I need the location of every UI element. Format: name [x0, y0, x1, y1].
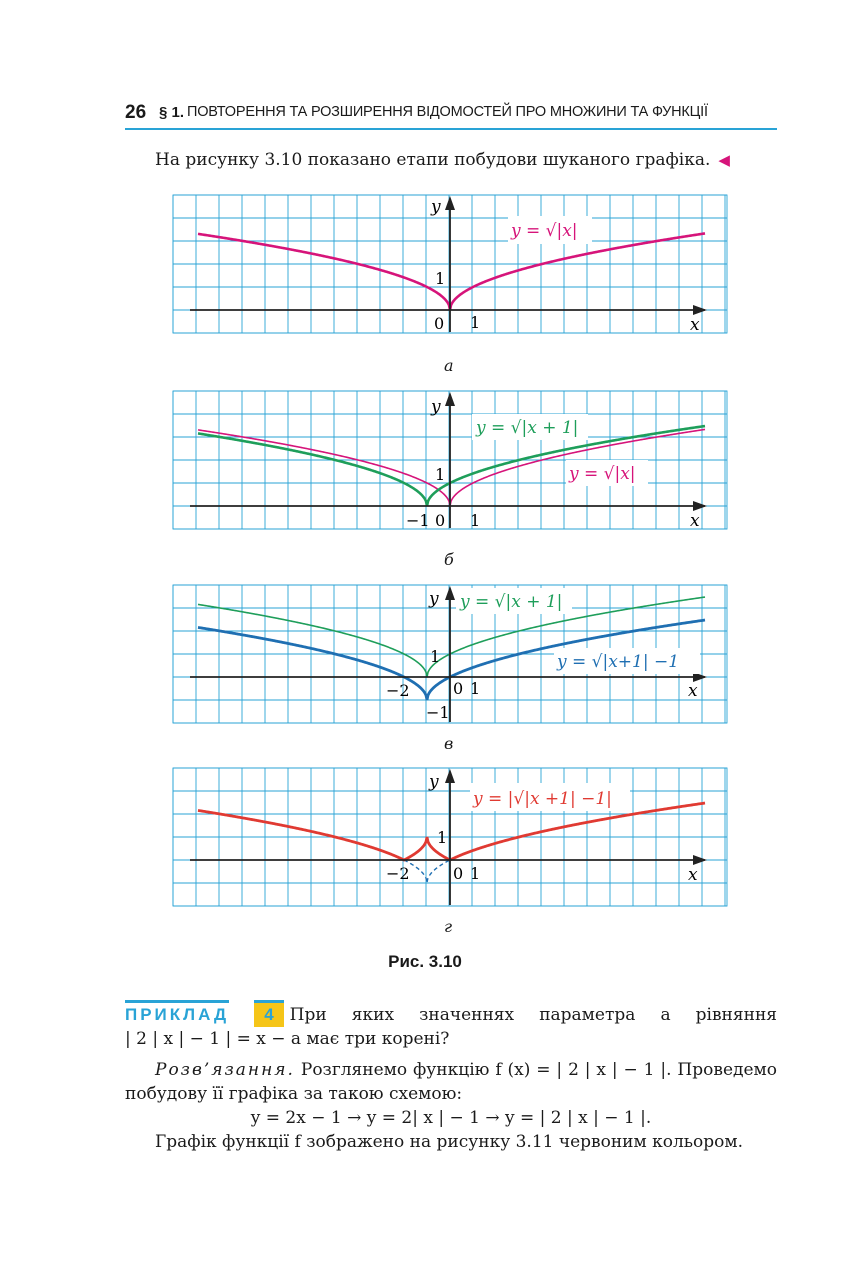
x-axis-arrow-icon: [693, 501, 707, 511]
x-axis-arrow-icon: [693, 305, 707, 315]
y-axis-label: y: [429, 772, 439, 792]
tick-label-x1: 1: [470, 313, 481, 332]
tick-label-x1: 1: [470, 864, 481, 883]
tick-label-x-minus1: −1: [406, 511, 430, 530]
solution-lead: Розв’язання.: [155, 1060, 295, 1080]
y-axis-label: y: [429, 589, 439, 609]
page-header: [125, 100, 777, 130]
tick-label-origin: 0: [453, 864, 464, 883]
tick-label-x-minus2: −2: [386, 864, 410, 883]
x-axis-label: x: [690, 315, 700, 335]
y-axis-label: y: [431, 197, 441, 217]
y-axis-arrow-icon: [445, 586, 455, 600]
section-number: § 1.: [159, 104, 185, 121]
formula-label: y = √|x|: [511, 221, 578, 241]
end-of-solution-icon: ◀: [718, 151, 730, 169]
solution-paragraph-1: [125, 1058, 777, 1082]
solution-text-3: Графік функції f зображено на рисунку 3.11 червоним кольором.: [155, 1132, 744, 1152]
example-heading: [125, 1000, 777, 1027]
example-line-2: | 2 | x | − 1 | = x − a має три корені?: [125, 1029, 450, 1049]
figure-caption: Рис. 3.10: [388, 952, 462, 971]
solution-text-1: Розглянемо функцію f (x) = | 2 | x | − 1 |. Проведемо: [300, 1060, 777, 1080]
formula-label-green: y = √|x + 1|: [460, 592, 563, 612]
tick-label-origin: 0: [435, 511, 446, 530]
tick-label-x1: 1: [470, 679, 481, 698]
curve-sqrt-abs-x: [198, 233, 705, 310]
sublabel-c: в: [444, 734, 454, 753]
page-number: 26: [125, 102, 147, 123]
tick-label-y1: 1: [437, 828, 448, 847]
graph-c: [170, 584, 730, 726]
formula-label-blue: y = √|x+1| −1: [557, 652, 680, 672]
tick-label-origin: 0: [453, 679, 464, 698]
curve-abs-sqrt-abs-x-plus-1-minus-1: [198, 803, 705, 860]
sublabel-b: б: [444, 550, 454, 569]
y-axis-label: y: [431, 397, 441, 417]
x-axis-label: x: [688, 865, 698, 885]
tick-label-x-minus2: −2: [386, 681, 410, 700]
formula-label-magenta: y = √|x|: [569, 464, 636, 484]
formula-label-green: y = √|x + 1|: [476, 418, 579, 438]
example-line-1: При яких значеннях параметра a рівняння: [289, 1005, 777, 1025]
dashed-curve-below-axis: [404, 860, 450, 883]
x-axis-arrow-icon: [693, 855, 707, 865]
solution-text-2: побудову її графіка за такою схемою:: [125, 1084, 463, 1104]
graph-a: [170, 194, 730, 336]
chapter-title: ПОВТОРЕННЯ ТА РОЗШИРЕННЯ ВІДОМОСТЕЙ ПРО МНОЖИНИ ТА ФУНКЦІЇ: [187, 104, 708, 120]
graph-d: [170, 767, 730, 909]
intro-text: На рисунку 3.10 показано етапи побудови шуканого графіка.: [155, 150, 711, 170]
y-axis-arrow-icon: [445, 196, 455, 210]
example-number: 4: [254, 1000, 283, 1027]
intro-paragraph: [155, 150, 730, 170]
x-axis-label: x: [688, 681, 698, 701]
example-label: ПРИКЛАД: [125, 1000, 229, 1027]
x-axis-label: x: [690, 511, 700, 531]
tick-label-y-minus1: −1: [426, 703, 450, 722]
sublabel-a: а: [444, 356, 454, 375]
sublabel-d: г: [444, 917, 453, 936]
tick-label-y1: 1: [435, 465, 446, 484]
tick-label-x1: 1: [470, 511, 481, 530]
y-axis-arrow-icon: [445, 769, 455, 783]
tick-label-y1: 1: [430, 647, 441, 666]
solution-scheme: y = 2x − 1 → y = 2| x | − 1 → y = | 2 | x | − 1 |.: [250, 1108, 652, 1128]
tick-label-y1: 1: [435, 269, 446, 288]
formula-label-red: y = |√|x +1| −1|: [473, 789, 612, 809]
tick-label-origin: 0: [434, 314, 445, 333]
y-axis-arrow-icon: [445, 392, 455, 406]
graph-b: [170, 390, 730, 532]
